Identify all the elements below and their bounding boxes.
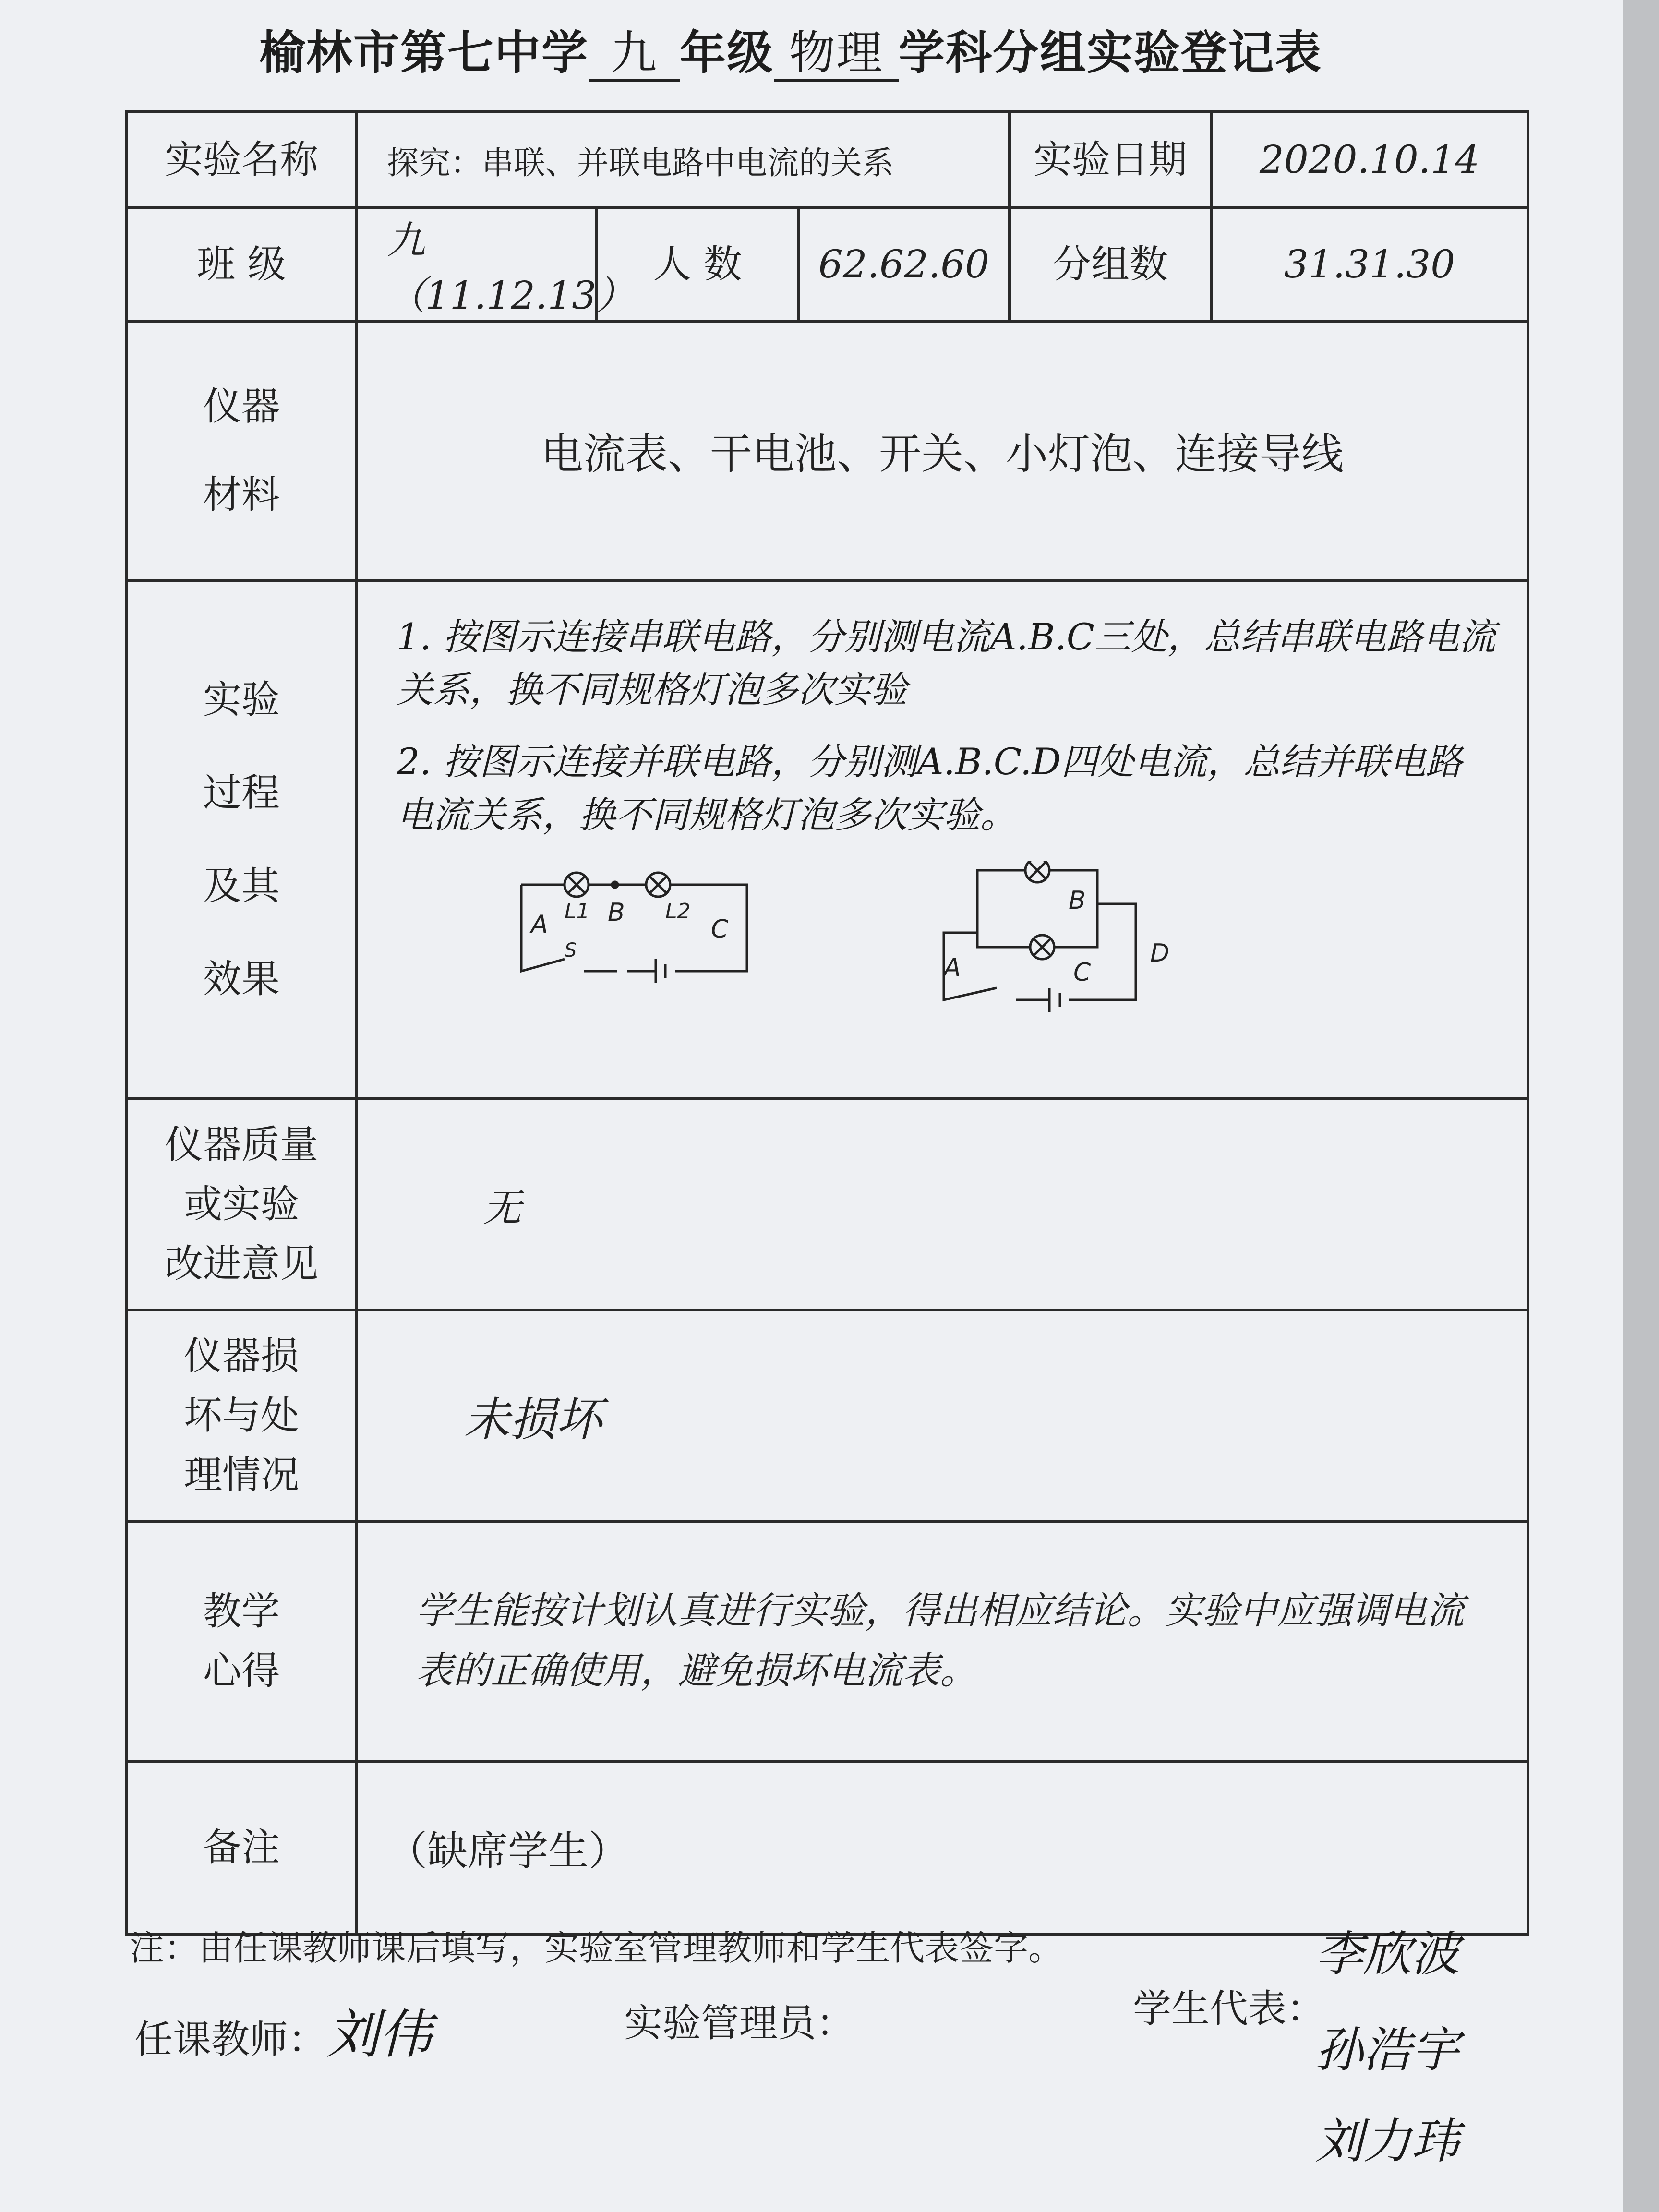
- row-quality: [126, 1099, 1528, 1310]
- row-damage: [126, 1310, 1528, 1521]
- count-value: 62.62.60: [798, 208, 1010, 321]
- record-table: [125, 110, 1529, 1936]
- junction-dot: [612, 882, 618, 888]
- process-label-line2: 过程: [203, 770, 280, 815]
- parallel-label-a: A: [944, 953, 961, 982]
- groups-label: 分组数: [1010, 208, 1211, 321]
- experiment-name-value: 探究：串联、并联电路中电流的关系: [357, 112, 1010, 208]
- process-label: [126, 580, 357, 1099]
- series-label-c: C: [711, 914, 729, 944]
- lamp-l2-icon: [646, 873, 670, 897]
- quality-value: 无: [357, 1099, 1528, 1310]
- process-label-line3: 及其: [203, 864, 280, 908]
- materials-label-line2: 材料: [203, 472, 280, 517]
- battery-icon: [656, 959, 665, 983]
- title-subject: 物理: [774, 26, 899, 82]
- title-grade-suffix: 年级: [680, 26, 774, 80]
- series-label-l2: L2: [665, 899, 691, 924]
- materials-label-line1: 仪器: [203, 384, 280, 429]
- parallel-circuit-diagram: [934, 861, 1203, 1019]
- admin-label: 实验管理员：: [624, 2001, 854, 2045]
- process-step-2: 2. 按图示连接并联电路，分别测A.B.C.D四处电流，总结并联电路电流关系，换不同规格灯泡多次实验。: [397, 740, 1463, 836]
- teacher-label: 任课教师：: [134, 2017, 326, 2062]
- teaching-label-line2: 心得: [203, 1648, 280, 1693]
- quality-label: [126, 1099, 357, 1310]
- class-label: 班 级: [126, 208, 357, 321]
- student-signature-2: 孙浩宇: [1315, 2022, 1459, 2078]
- student-label: 学生代表：: [1133, 1986, 1325, 2031]
- lamp-upper-icon: [1025, 861, 1049, 882]
- class-value: 九（11.12.13）: [357, 208, 597, 321]
- battery-icon: [1049, 988, 1060, 1012]
- admin-signature-block: [624, 1992, 854, 2047]
- damage-value: 未损坏: [357, 1310, 1528, 1521]
- page-title: [259, 5, 1459, 101]
- title-school: 榆林市第七中学: [259, 26, 589, 80]
- teaching-label: [126, 1521, 357, 1761]
- remarks-label: 备注: [126, 1761, 357, 1934]
- damage-label-line2: 坏与处: [184, 1393, 299, 1438]
- footer-note: 注：由任课教师课后填写，实验室管理教师和学生代表签字。: [130, 1928, 1063, 1968]
- quality-label-line3: 改进意见: [165, 1241, 318, 1286]
- row-teaching: [126, 1521, 1528, 1761]
- parallel-label-d: D: [1150, 938, 1170, 968]
- process-label-line1: 实验: [203, 677, 280, 722]
- title-grade: 九: [589, 26, 680, 82]
- materials-value: 电流表、干电池、开关、小灯泡、连接导线: [357, 321, 1528, 580]
- row-process: [126, 580, 1528, 1099]
- count-label: 人 数: [597, 208, 798, 321]
- process-step-1: 1. 按图示连接串联电路，分别测电流A.B.C三处，总结串联电路电流关系，换不同规格灯泡多次实验: [397, 615, 1496, 711]
- row-materials: [126, 321, 1528, 580]
- teacher-signature-block: [134, 1992, 432, 2068]
- lamp-lower-icon: [1030, 935, 1054, 959]
- quality-label-line1: 仪器质量: [165, 1122, 318, 1167]
- series-label-a: A: [531, 910, 548, 939]
- process-label-line4: 效果: [203, 957, 280, 1001]
- row-experiment-name: [126, 112, 1528, 208]
- underlying-page: [1623, 0, 1659, 2212]
- remarks-value: （缺席学生）: [357, 1761, 1528, 1934]
- row-remarks: [126, 1761, 1528, 1934]
- parallel-label-b: B: [1069, 886, 1086, 915]
- damage-label-line3: 理情况: [184, 1453, 299, 1497]
- quality-label-line2: 或实验: [184, 1182, 299, 1226]
- title-suffix: 学科分组实验登记表: [899, 26, 1322, 80]
- series-circuit-diagram: [512, 861, 781, 990]
- materials-label: [126, 321, 357, 580]
- student-signature-3: 刘力玮: [1315, 2113, 1459, 2169]
- experiment-name-label: 实验名称: [126, 112, 357, 208]
- circuit-diagrams: [512, 861, 1498, 1019]
- series-label-b: B: [608, 898, 625, 927]
- row-class-info: [126, 208, 1528, 321]
- groups-value: 31.31.30: [1211, 208, 1528, 321]
- series-label-s: S: [565, 939, 577, 962]
- teacher-signature: 刘伟: [326, 2004, 432, 2065]
- parallel-label-c: C: [1073, 958, 1091, 987]
- teaching-value: 学生能按计划认真进行实验，得出相应结论。实验中应强调电流表的正确使用，避免损坏电流表。: [357, 1521, 1528, 1761]
- teaching-label-line1: 教学: [203, 1589, 280, 1634]
- damage-label: [126, 1310, 357, 1521]
- experiment-date-value: 2020.10.14: [1211, 112, 1528, 208]
- process-content: [357, 580, 1528, 1099]
- student-signature-1: 李欣波: [1315, 1926, 1459, 1982]
- damage-label-line1: 仪器损: [184, 1334, 299, 1378]
- lamp-l1-icon: [565, 873, 589, 897]
- series-label-l1: L1: [565, 899, 590, 924]
- experiment-date-label: 实验日期: [1010, 112, 1211, 208]
